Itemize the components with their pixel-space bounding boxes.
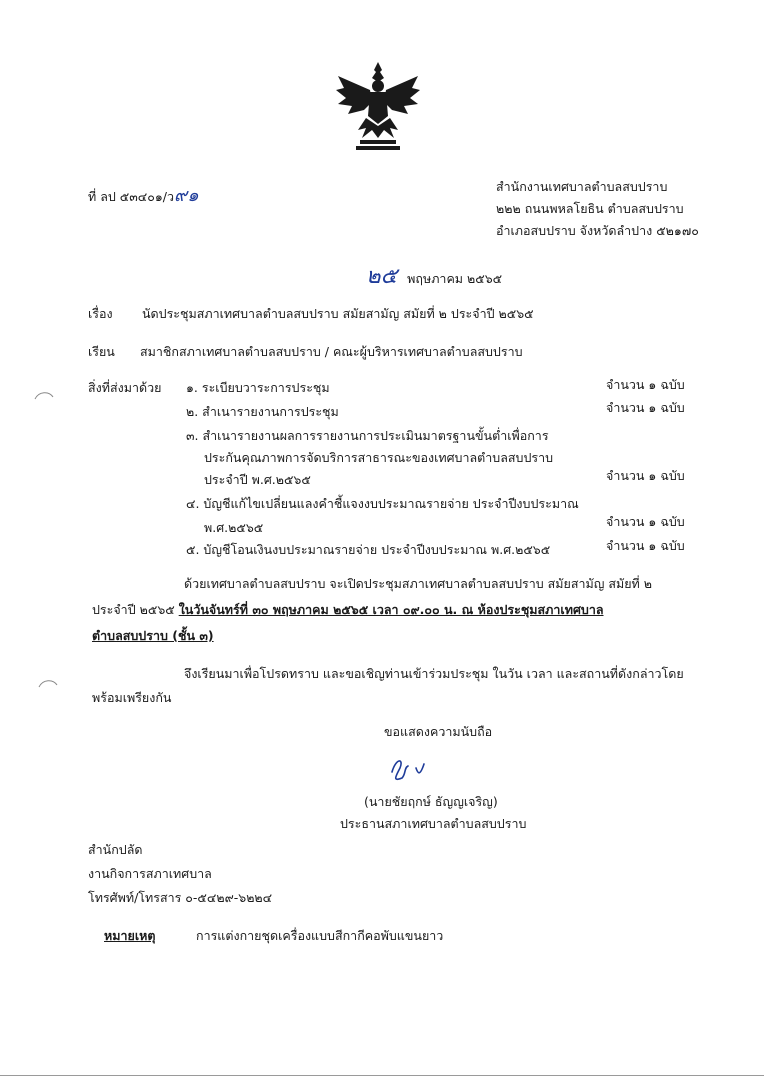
document-date bbox=[366, 258, 502, 293]
recipient-label: เรียน bbox=[88, 344, 115, 359]
office-address bbox=[496, 176, 699, 242]
enclosure-item: ๒. สำเนารายงานการประชุม bbox=[186, 404, 339, 419]
body-text: ประจำปี ๒๕๖๕ bbox=[92, 602, 179, 617]
recipient-text: สมาชิกสภาเทศบาลตำบลสบปราบ / คณะผู้บริหารเทศบาลตำบลสบปราบ bbox=[140, 344, 523, 359]
body-paragraph-2-line-2: พร้อมเพรียงกัน bbox=[92, 690, 172, 705]
punch-hole-mark-icon bbox=[34, 390, 54, 400]
handwritten-signature bbox=[386, 754, 436, 784]
body-paragraph-1-line-1: ด้วยเทศบาลตำบลสบปราบ จะเปิดประชุมสภาเทศบาลตำบลสบปราบ สมัยสามัญ สมัยที่ ๒ bbox=[184, 576, 653, 591]
signer-title: ประธานสภาเทศบาลตำบลสบปราบ bbox=[340, 816, 527, 831]
enclosure-quantity: จำนวน ๑ ฉบับ bbox=[606, 468, 685, 483]
department-contact bbox=[88, 838, 272, 910]
enclosure-item: ๕. บัญชีโอนเงินงบประมาณรายจ่าย ประจำปีงบประมาณ พ.ศ.๒๕๖๕ bbox=[186, 542, 551, 557]
enclosure-item: ๑. ระเบียบวาระการประชุม bbox=[186, 380, 330, 395]
enclosure-item-continued: ประจำปี พ.ศ.๒๕๖๕ bbox=[204, 472, 311, 487]
subject-label: เรื่อง bbox=[88, 306, 113, 321]
department-line: งานกิจการสภาเทศบาล bbox=[88, 866, 212, 881]
enclosure-item-continued: ประกันคุณภาพการจัดบริการสาธารณะของเทศบาลตำบลสบปราบ bbox=[204, 450, 554, 465]
enclosures-label: สิ่งที่ส่งมาด้วย bbox=[88, 380, 162, 395]
department-line: สำนักปลัด bbox=[88, 842, 143, 857]
note-text: การแต่งกายชุดเครื่องแบบสีกากีคอพับแขนยาว bbox=[196, 928, 444, 943]
enclosure-quantity: จำนวน ๑ ฉบับ bbox=[606, 400, 685, 415]
scan-edge-line bbox=[0, 1075, 764, 1076]
document-number-label: ที่ ลป ๕๓๔๐๑/ว bbox=[88, 189, 175, 204]
enclosure-quantity: จำนวน ๑ ฉบับ bbox=[606, 514, 685, 529]
office-line: ๒๒๒ ถนนพหลโยธิน ตำบลสบปราบ bbox=[496, 201, 684, 216]
enclosure-quantity: จำนวน ๑ ฉบับ bbox=[606, 538, 685, 553]
signer-name: (นายชัยฤกษ์ ธัญญเจริญ) bbox=[364, 794, 498, 809]
handwritten-day: ๒๕ bbox=[366, 264, 398, 289]
garuda-emblem-icon bbox=[330, 58, 426, 154]
enclosure-item: ๓. สำเนารายงานผลการรายงานการประเมินมาตรฐานขั้นต่ำเพื่อการ bbox=[186, 428, 549, 443]
enclosure-quantity: จำนวน ๑ ฉบับ bbox=[606, 377, 685, 392]
body-paragraph-2-line-1: จึงเรียนมาเพื่อโปรดทราบ และขอเชิญท่านเข้าร่วมประชุม ในวัน เวลา และสถานที่ดังกล่าวโดย bbox=[184, 666, 684, 681]
document-number bbox=[88, 180, 199, 209]
department-line: โทรศัพท์/โทรสาร ๐-๕๔๒๙-๖๒๒๔ bbox=[88, 890, 273, 905]
office-line: อำเภอสบปราบ จังหวัดลำปาง ๕๒๑๗๐ bbox=[496, 223, 699, 238]
punch-hole-mark-icon bbox=[38, 678, 58, 688]
office-line: สำนักงานเทศบาลตำบลสบปราบ bbox=[496, 179, 668, 194]
meeting-location-highlight: ตำบลสบปราบ (ชั้น ๓) bbox=[92, 628, 214, 643]
enclosure-item-continued: พ.ศ.๒๕๖๕ bbox=[204, 520, 264, 535]
subject-text: นัดประชุมสภาเทศบาลตำบลสบปราบ สมัยสามัญ สมัยที่ ๒ ประจำปี ๒๕๖๕ bbox=[142, 306, 534, 321]
closing-phrase: ขอแสดงความนับถือ bbox=[384, 724, 493, 739]
handwritten-number: ๙๑ bbox=[174, 185, 199, 206]
enclosure-item: ๔. บัญชีแก้ไขเปลี่ยนแลงคำชี้แจงงบประมาณรายจ่าย ประจำปีงบประมาณ bbox=[186, 496, 579, 511]
body-paragraph-1-line-2 bbox=[92, 600, 604, 620]
note-label: หมายเหตุ bbox=[104, 928, 156, 943]
date-text: พฤษภาคม ๒๕๖๕ bbox=[407, 271, 503, 286]
meeting-datetime-highlight: ในวันจันทร์ที่ ๓๐ พฤษภาคม ๒๕๖๕ เวลา ๐๙.๐๐ น. ณ ห้องประชุมสภาเทศบาล bbox=[178, 602, 604, 617]
